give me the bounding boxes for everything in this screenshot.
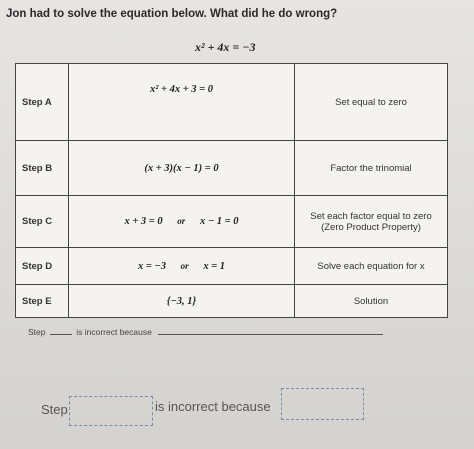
step-label: Step E: [16, 285, 69, 318]
or-separator: or: [177, 216, 186, 226]
step-label: Step A: [16, 64, 69, 141]
answer-step-word: Step: [41, 402, 68, 417]
answer-because-text: is incorrect because: [155, 399, 271, 414]
reason-answer-box[interactable]: [281, 388, 364, 420]
step-answer-box[interactable]: [69, 396, 153, 426]
question-text: Jon had to solve the equation below. What did he do wrong?: [6, 8, 338, 20]
step-reason-line1: Set each factor equal to zero: [310, 210, 432, 222]
step-work-left: x = −3: [137, 260, 167, 272]
step-reason: Factor the trinomial: [295, 141, 448, 196]
reason-blank: [158, 334, 383, 335]
step-reason: Solve each equation for x: [295, 248, 448, 285]
step-blank: [50, 334, 72, 335]
step-work: {−3, 1}: [69, 285, 295, 318]
step-work-right: x = 1: [203, 260, 226, 272]
step-reason: [295, 196, 448, 248]
step-reason: Set equal to zero: [295, 64, 448, 141]
steps-table: [15, 63, 448, 318]
prompt-step-word: Step: [28, 327, 46, 337]
step-work-left: x + 3 = 0: [124, 216, 163, 227]
table-row: [16, 248, 448, 285]
given-equation: x² + 4x = −3: [195, 40, 256, 54]
table-row: [16, 285, 448, 318]
step-work: [69, 196, 295, 248]
step-work: x² + 4x + 3 = 0: [69, 64, 295, 141]
step-reason: Solution: [295, 285, 448, 318]
table-row: [16, 64, 448, 141]
printed-answer-line: [28, 327, 383, 337]
step-reason-line2: (Zero Product Property): [321, 221, 421, 233]
step-label: Step C: [16, 196, 69, 248]
step-work-right: x − 1 = 0: [199, 216, 239, 227]
step-work: [69, 248, 295, 285]
or-separator: or: [180, 260, 189, 271]
table-row: [16, 141, 448, 196]
step-label: Step B: [16, 141, 69, 196]
step-work: (x + 3)(x − 1) = 0: [69, 141, 295, 196]
answer-row: [41, 388, 471, 428]
prompt-because-text: is incorrect because: [76, 327, 152, 337]
table-row: [16, 196, 448, 248]
step-label: Step D: [16, 248, 69, 285]
